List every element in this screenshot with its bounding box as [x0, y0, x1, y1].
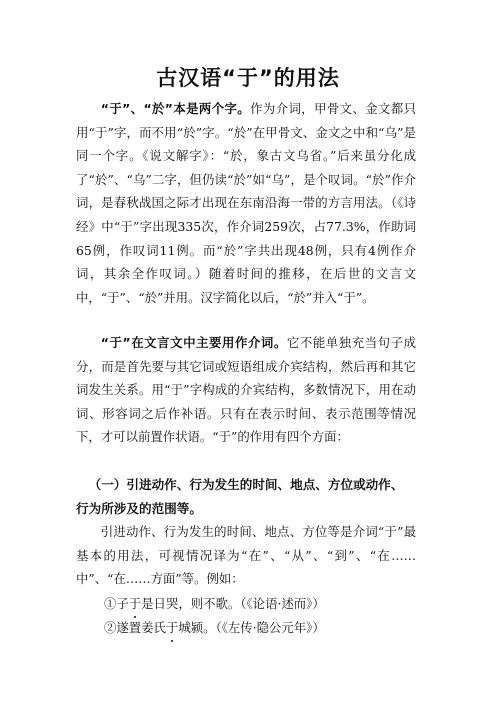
paragraph-intro — [76, 97, 416, 309]
paragraph-section-1: 引进动作、行为发生的时间、地点、方位等是介词“于”最基本的用法，可视情况译为“在”、“从”、“到”、“在……中”、“在……方面”等。例如： — [76, 524, 416, 587]
example-2-emphasis: 于 — [166, 616, 178, 640]
document-title: 古汉语“于”的用法 — [156, 66, 340, 90]
example-1-emphasis: 于 — [129, 592, 141, 616]
paragraph-intro-lead: “于”、“於”本是两个字。 — [100, 101, 251, 116]
section-heading-1: （一）引进动作、行为发生的时间、地点、方位或动作、行为所涉及的范围等。 — [76, 477, 404, 516]
paragraph-usage — [76, 331, 416, 449]
example-1 — [104, 592, 325, 616]
example-2-before: ②遂置姜氏 — [104, 620, 166, 635]
paragraph-usage-lead: “于”在文言文中主要用作介词。 — [100, 335, 287, 350]
example-1-after: 是日哭，则不歌。（《论语·述而》） — [141, 596, 325, 611]
paragraph-intro-body: 作为介词，甲骨文、金文都只用“于”字，而不用“於”字。“於”在甲骨文、金文之中和“乌”是同一个字。《说文解字》：“於，象古文乌省。”后来虽分化成了“於”、“乌”二字，但仍读“於”如“乌”，是个叹词。“於”作介词，是春秋战国之际才出现在东南沿海一带的方言用法。（《诗经》中“于”字出现335次，作介词259次，占77.3%，作助词65例，作叹词11例。而“於”字共出现48例，只有4例作介词，其余全作叹词。）随着时间的推移，在后世的文言文中，“于”、“於”并用。汉字简化以后，“於”并入“于”。 — [76, 101, 417, 305]
example-1-before: ①子 — [104, 596, 129, 611]
example-2-after: 城颍。（《左传·隐公元年》） — [178, 620, 325, 635]
example-2 — [104, 616, 325, 640]
paragraph-usage-body: 它不能单独充当句子成分，而是首先要与其它词或短语组成介宾结构，然后再和其它词发生关系。用“于”字构成的介宾结构，多数情况下，用在动词、形容词之后作补语。只有在表示时间、表示范围等情况下，才可以前置作状语。“于”的作用有四个方面： — [76, 335, 417, 445]
